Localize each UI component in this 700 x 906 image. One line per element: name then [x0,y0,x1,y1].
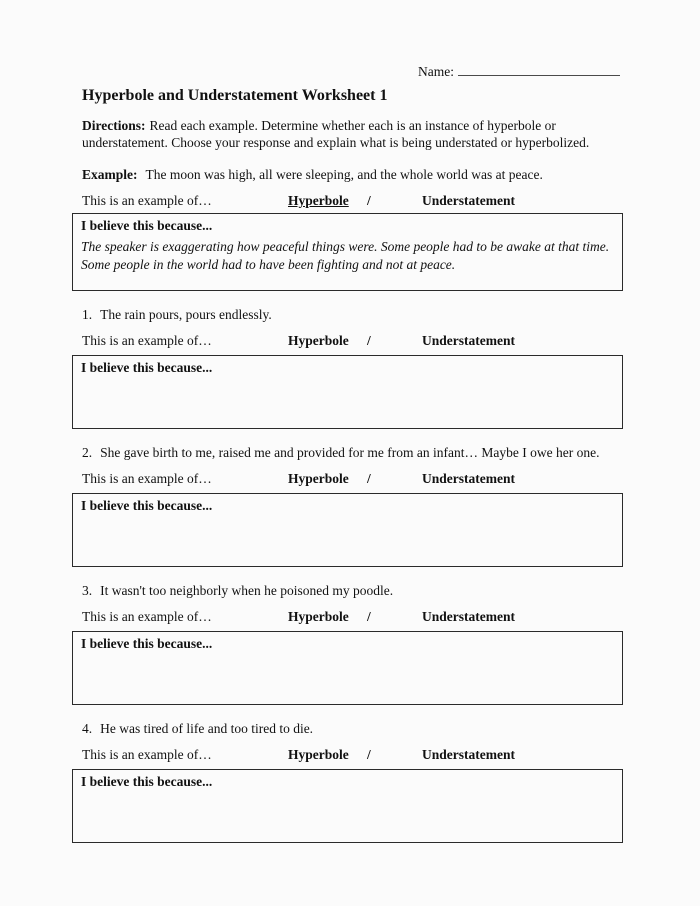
question-number: 1. [82,307,93,322]
question-number: 3. [82,583,93,598]
question-sentence: It wasn't too neighborly when he poisoned my poodle. [100,583,394,598]
question-sentence: He was tired of life and too tired to die. [100,721,314,736]
question-row [82,582,623,599]
answer-box[interactable] [72,493,623,567]
choice-separator: / [367,333,371,348]
choice-option-hyperbole[interactable]: Hyperbole [288,193,349,208]
answer-box-label: I believe this because... [81,498,213,513]
question-row [82,720,623,737]
question-sentence: The rain pours, pours endlessly. [100,307,272,322]
choice-separator: / [367,471,371,486]
question-number: 2. [82,445,93,460]
answer-box-label: I believe this because... [81,360,213,375]
choice-row [72,608,623,625]
choice-option-hyperbole[interactable]: Hyperbole [288,471,349,486]
choice-row [72,746,623,763]
question-section-4 [72,720,623,843]
answer-box-label: I believe this because... [81,774,213,789]
name-input-line[interactable] [458,62,620,76]
choice-row [72,470,623,487]
directions-text: Read each example. Determine whether each is an instance of hyperbole or understatement. Choose your response and explain what is being understated or hyperbolized. [82,118,590,150]
name-row [72,62,623,79]
choice-prompt: This is an example of… [82,747,212,762]
choice-row [72,332,623,349]
choice-separator: / [367,609,371,624]
choice-separator: / [367,747,371,762]
example-section [72,166,623,291]
example-label: Example: [82,167,138,182]
choice-option-hyperbole[interactable]: Hyperbole [288,333,349,348]
question-row [82,444,623,461]
directions [82,118,612,151]
question-sentence: She gave birth to me, raised me and provided for me from an infant… Maybe I owe her one. [100,445,600,460]
choice-prompt: This is an example of… [82,193,212,208]
answer-box[interactable] [72,769,623,843]
answer-box-label: I believe this because... [81,636,213,651]
example-answer-text: The speaker is exaggerating how peaceful things were. Some people had to be awake at that time. Some people in the world had to have been fighting and not at peace. [81,239,610,272]
example-sentence-row [82,166,623,183]
example-answer-box [72,213,623,291]
choice-option-hyperbole[interactable]: Hyperbole [288,609,349,624]
answer-box[interactable] [72,631,623,705]
choice-option-understatement[interactable]: Understatement [422,609,515,624]
choice-prompt: This is an example of… [82,333,212,348]
choice-option-understatement[interactable]: Understatement [422,193,515,208]
question-number: 4. [82,721,93,736]
question-section-1 [72,306,623,429]
example-choice-row [72,192,623,209]
choice-option-understatement[interactable]: Understatement [422,471,515,486]
answer-box-label: I believe this because... [81,218,213,233]
name-label: Name: [418,64,454,79]
example-sentence: The moon was high, all were sleeping, and the whole world was at peace. [145,167,543,182]
choice-option-understatement[interactable]: Understatement [422,747,515,762]
question-row [82,306,623,323]
choice-option-understatement[interactable]: Understatement [422,333,515,348]
question-section-3 [72,582,623,705]
choice-separator: / [367,193,371,208]
directions-label: Directions: [82,118,146,133]
worksheet-page [72,0,623,843]
choice-prompt: This is an example of… [82,609,212,624]
question-section-2 [72,444,623,567]
page-title: Hyperbole and Understatement Worksheet 1 [82,87,388,104]
choice-option-hyperbole[interactable]: Hyperbole [288,747,349,762]
choice-prompt: This is an example of… [82,471,212,486]
answer-box[interactable] [72,355,623,429]
